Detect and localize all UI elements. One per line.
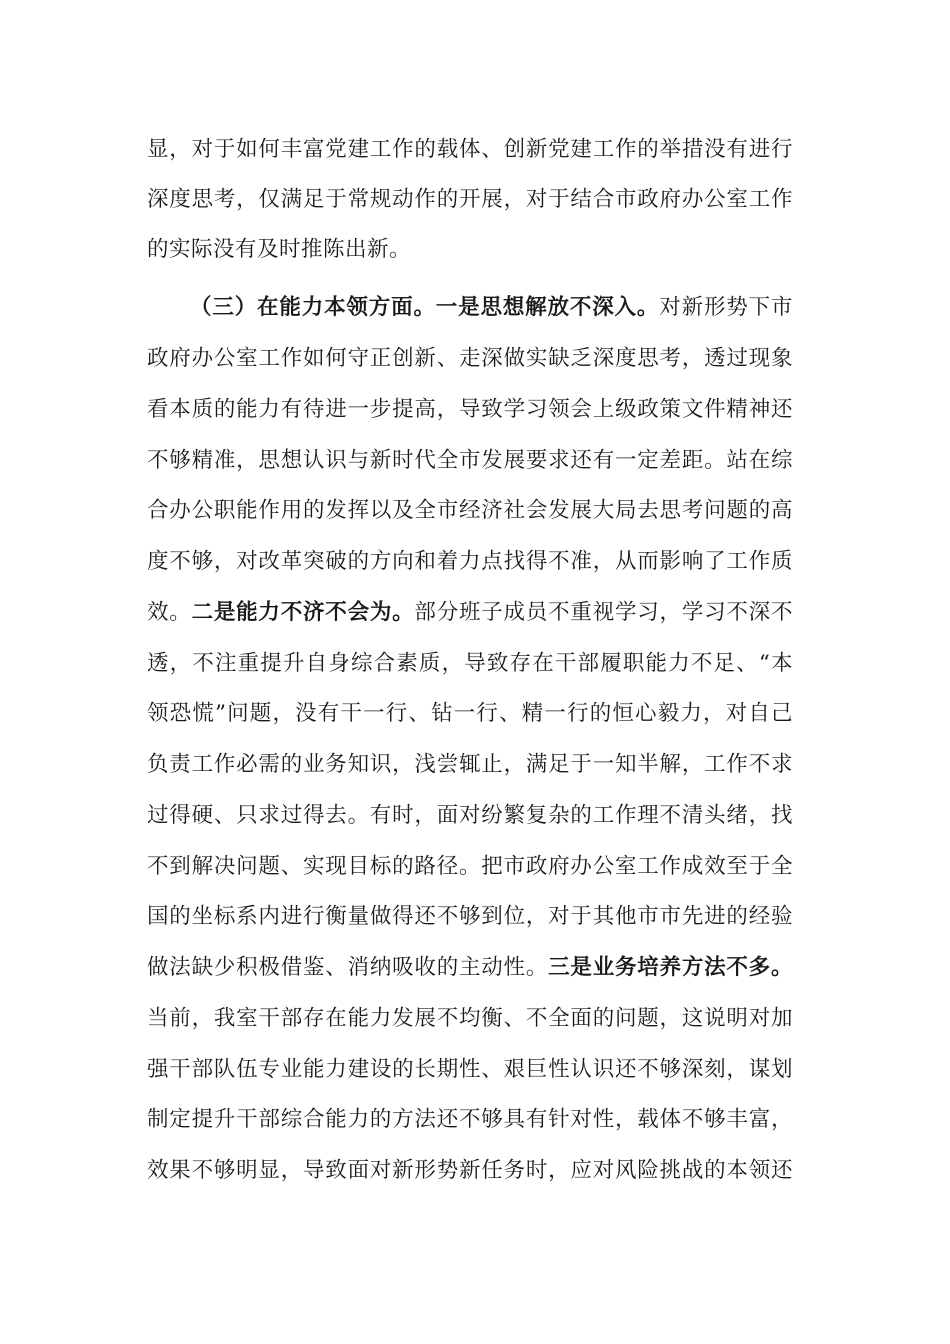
- text-line-8: 合办公职能作用的发挥以及全市经济社会发展大局去思考问题的高: [147, 498, 793, 523]
- text-line-21: 效果不够明显，导致面对新形势新任务时，应对风险挑战的本领还: [147, 1158, 793, 1183]
- text-line-5: 政府办公室工作如何守正创新、走深做实缺乏深度思考，透过现象: [147, 346, 793, 371]
- section-heading: （三）在能力本领方面。一是思想解放不深入。: [190, 295, 660, 320]
- subheading-two: 二是能力不济不会为。: [191, 600, 415, 625]
- text-line-6: 看本质的能力有待进一步提高，导致学习领会上级政策文件精神还: [147, 397, 793, 422]
- text-line-11: 透，不注重提升自身综合素质，导致存在干部履职能力不足、“本: [147, 651, 793, 676]
- text-line-18: 当前，我室干部存在能力发展不均衡、不全面的问题，这说明对加: [147, 1006, 793, 1031]
- text-line-13: 负责工作必需的业务知识，浅尝辄止，满足于一知半解，工作不求: [147, 752, 793, 777]
- text-line-9: 度不够，对改革突破的方向和着力点找得不准，从而影响了工作质: [147, 549, 793, 574]
- text-line-17: 做法缺少积极借鉴、消纳吸收的主动性。三是业务培养方法不多。: [147, 955, 793, 980]
- text-line-20: 制定提升干部综合能力的方法还不够具有针对性，载体不够丰富，: [147, 1107, 793, 1132]
- text-line-16: 国的坐标系内进行衡量做得还不够到位，对于其他市市先进的经验: [147, 904, 793, 929]
- text-line-1: 显，对于如何丰富党建工作的载体、创新党建工作的举措没有进行: [147, 137, 793, 162]
- text-line-7: 不够精准，思想认识与新时代全市发展要求还有一定差距。站在综: [147, 448, 793, 473]
- text-line-2: 深度思考，仅满足于常规动作的开展，对于结合市政府办公室工作: [147, 187, 793, 212]
- text-line-12: 领恐慌”问题，没有干一行、钻一行、精一行的恒心毅力，对自己: [147, 701, 793, 726]
- text-line-14: 过得硬、只求过得去。有时，面对纷繁复杂的工作理不清头绪，找: [147, 803, 793, 828]
- text-line-19: 强干部队伍专业能力建设的长期性、艰巨性认识还不够深刻，谋划: [147, 1057, 793, 1082]
- text-line-3: 的实际没有及时推陈出新。: [147, 237, 412, 262]
- subheading-three: 三是业务培养方法不多。: [548, 955, 793, 980]
- section-heading-line: （三）在能力本领方面。一是思想解放不深入。对新形势下市: [190, 295, 793, 320]
- text-line-10: 效。二是能力不济不会为。部分班子成员不重视学习，学习不深不: [147, 600, 793, 625]
- text-line-15: 不到解决问题、实现目标的路径。把市政府办公室工作成效至于全: [147, 854, 793, 879]
